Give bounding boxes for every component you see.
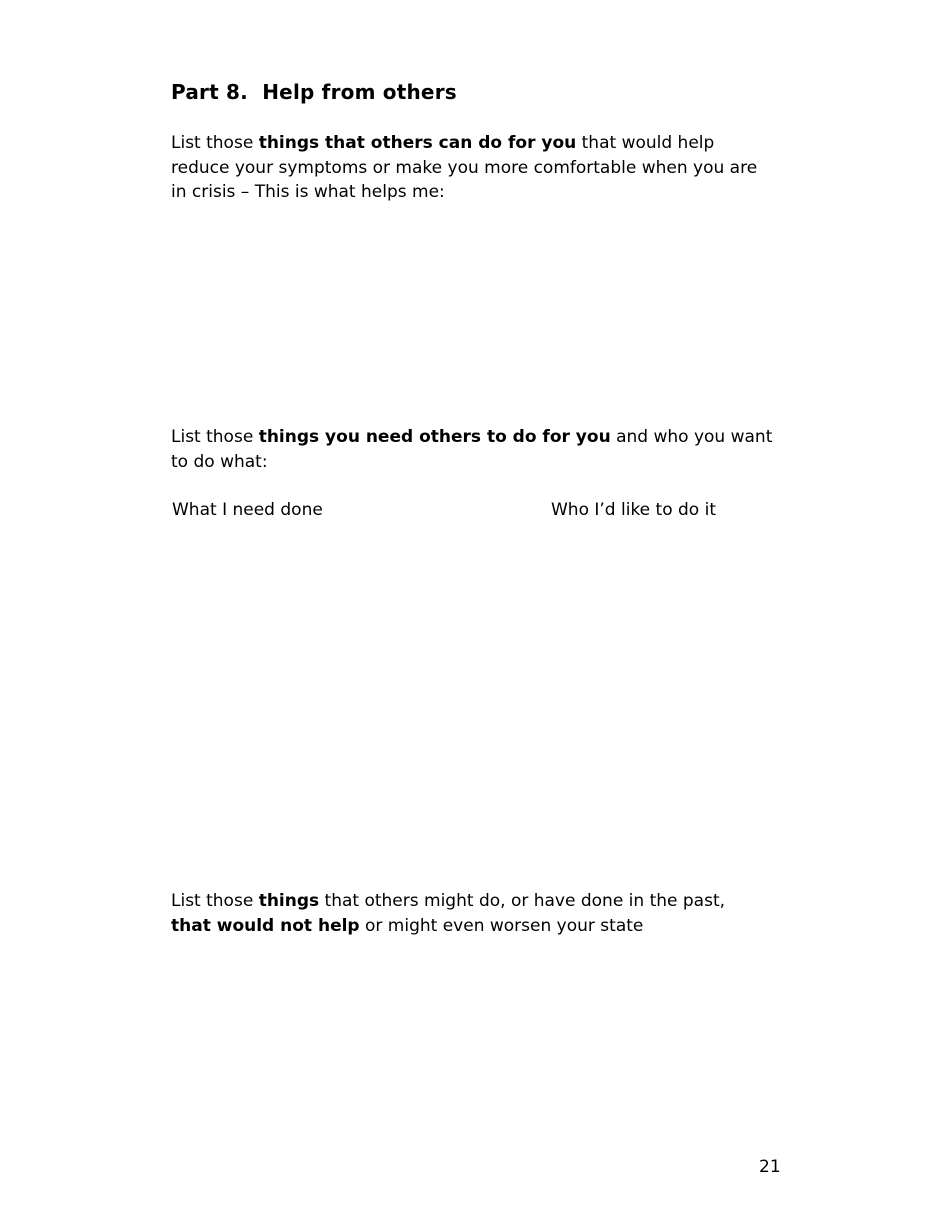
page-number: 21 bbox=[759, 1157, 781, 1177]
needs-instruction-post: and who you want to do what: bbox=[171, 427, 773, 472]
not-help-instruction bbox=[171, 889, 761, 938]
column-header-what: What I need done bbox=[172, 500, 323, 520]
not-help-instruction-post: or might even worsen your state bbox=[359, 915, 644, 936]
not-help-instruction-bold-things: things bbox=[258, 891, 320, 911]
helps-instruction bbox=[171, 131, 761, 205]
not-help-instruction-mid: that others might do, or have done in the past, bbox=[319, 891, 726, 911]
helps-instruction-post: that would help reduce your symptoms or make you more comfortable when you are in crisis – This is what helps me: bbox=[171, 133, 758, 202]
page-title: Part 8. Help from others bbox=[171, 80, 457, 104]
helps-instruction-bold: things that others can do for you bbox=[258, 133, 577, 153]
needs-instruction bbox=[171, 425, 791, 474]
column-header-who: Who I’d like to do it bbox=[551, 500, 717, 520]
needs-instruction-pre: List those bbox=[171, 427, 259, 447]
helps-instruction-pre: List those bbox=[171, 133, 259, 153]
not-help-instruction-bold-would-not-help: that would not help bbox=[171, 915, 360, 936]
not-help-instruction-pre: List those bbox=[171, 891, 259, 911]
needs-instruction-bold: things you need others to do for you bbox=[258, 427, 611, 447]
